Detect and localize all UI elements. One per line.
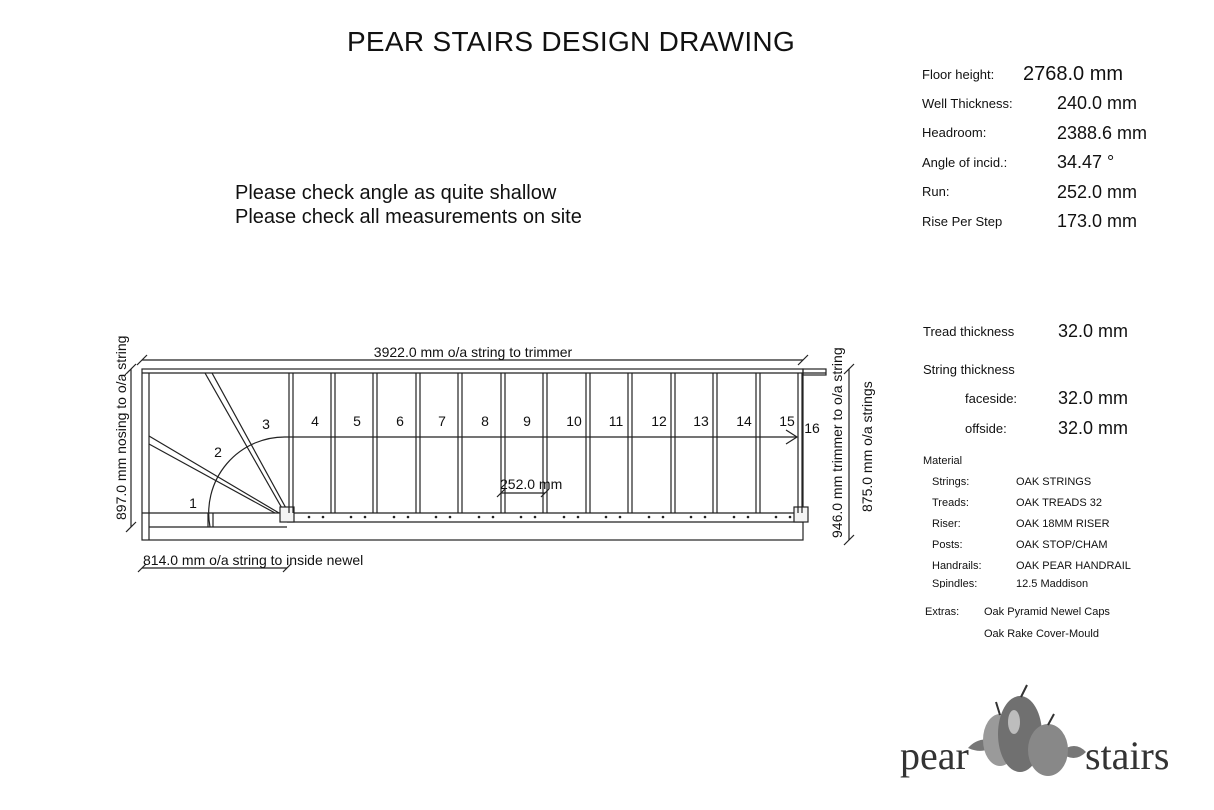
left-dimension-label: 897.0 mm nosing to o/a string	[113, 335, 129, 520]
material-label-treads: Treads:	[932, 497, 969, 509]
spindle-dot	[605, 516, 608, 519]
step-number-10: 10	[566, 413, 582, 429]
step-number-8: 8	[481, 413, 489, 429]
right-dimension-label-1: 946.0 mm trimmer to o/a string	[829, 347, 845, 538]
top-newel	[794, 507, 808, 522]
spec-value-floor-height: 2768.0 mm	[1023, 63, 1124, 85]
material-label-posts: Posts:	[932, 539, 963, 551]
spindle-dot	[520, 516, 523, 519]
material-value-posts: OAK STOP/CHAM	[1016, 539, 1108, 551]
step-number-4: 4	[311, 413, 319, 429]
spec-label-floor-height: Floor height:	[922, 67, 995, 82]
spindle-dot	[577, 516, 580, 519]
faceside-value: 32.0 mm	[1058, 388, 1129, 408]
spec-label-well-thickness: Well Thickness:	[922, 96, 1013, 111]
tread-thickness-value: 32.0 mm	[1058, 321, 1129, 341]
note-measurements: Please check all measurements on site	[235, 206, 582, 228]
material-label-riser: Riser:	[932, 518, 961, 530]
step-number-16: 16	[804, 420, 820, 436]
note-angle: Please check angle as quite shallow	[235, 182, 557, 204]
top-dimension-label: 3922.0 mm o/a string to trimmer	[373, 344, 573, 360]
spindle-dot	[350, 516, 353, 519]
spec-value-angle: 34.47 °	[1057, 152, 1115, 172]
material-label-strings: Strings:	[932, 476, 970, 488]
bottom-dimension-label: 814.0 mm o/a string to inside newel	[143, 552, 364, 568]
right-dimension-label-2: 875.0 mm o/a strings	[859, 381, 875, 512]
offside-value: 32.0 mm	[1058, 418, 1129, 438]
logo-word-pear: pear	[900, 733, 969, 778]
material-label-handrails: Handrails:	[932, 560, 982, 572]
material-value-riser: OAK 18MM RISER	[1016, 518, 1110, 530]
spec-label-headroom: Headroom:	[922, 125, 987, 140]
material-heading: Material	[923, 455, 963, 467]
spindle-dot	[690, 516, 693, 519]
logo-word-stairs: stairs	[1085, 733, 1170, 778]
spindle-dot	[407, 516, 410, 519]
bottom-newel	[280, 507, 294, 522]
material-value-strings: OAK STRINGS	[1016, 476, 1092, 488]
spindle-dot	[563, 516, 566, 519]
offside-label: offside:	[965, 421, 1007, 436]
spindle-dot	[704, 516, 707, 519]
spindle-dot	[662, 516, 665, 519]
step-number-3: 3	[262, 416, 270, 432]
tread-thickness-label: Tread thickness	[923, 324, 1015, 339]
step-number-2: 2	[214, 444, 222, 460]
pear-stem-icon	[1048, 714, 1054, 725]
spec-value-well-thickness: 240.0 mm	[1057, 93, 1138, 113]
step-number-15: 15	[779, 413, 795, 429]
spindle-dot	[775, 516, 778, 519]
pear-stem-icon	[1021, 685, 1027, 697]
extras-item-cover-mould: Oak Rake Cover-Mould	[984, 628, 1099, 640]
material-value-handrails: OAK PEAR HANDRAIL	[1016, 560, 1131, 572]
material-label-spindles: Spindles:	[932, 578, 978, 588]
step-number-13: 13	[693, 413, 709, 429]
spindle-dot	[478, 516, 481, 519]
spindle-dot	[393, 516, 396, 519]
step-number-12: 12	[651, 413, 667, 429]
spec-value-run: 252.0 mm	[1057, 182, 1138, 202]
pear-stem-icon	[996, 702, 1000, 715]
spindle-dots	[308, 516, 792, 519]
spec-value-headroom: 2388.6 mm	[1057, 123, 1148, 143]
spindle-dot	[789, 516, 792, 519]
faceside-label: faceside:	[965, 391, 1018, 406]
string-thickness-label: String thickness	[923, 362, 1015, 377]
pear-right-icon	[1028, 724, 1068, 776]
step-number-5: 5	[353, 413, 361, 429]
stair-outline	[142, 369, 803, 540]
step-number-11: 11	[608, 413, 624, 429]
extras-item-newel-caps: Oak Pyramid Newel Caps	[984, 606, 1110, 618]
spindle-dot	[747, 516, 750, 519]
spec-label-run: Run:	[922, 184, 950, 199]
spindle-dot	[449, 516, 452, 519]
step-number-1: 1	[189, 495, 197, 511]
material-value-treads: OAK TREADS 32	[1016, 497, 1102, 509]
winder-line-2a	[205, 373, 283, 510]
spec-value-rise: 173.0 mm	[1057, 211, 1138, 231]
spindle-dot	[492, 516, 495, 519]
step-number-14: 14	[736, 413, 752, 429]
spindle-dot	[534, 516, 537, 519]
winder-line-2b	[212, 373, 287, 510]
spindle-dot	[648, 516, 651, 519]
spec-label-angle: Angle of incid.:	[922, 155, 1008, 170]
step-number-9: 9	[523, 413, 531, 429]
step-number-7: 7	[438, 413, 446, 429]
trimmer-end	[803, 369, 826, 375]
spindle-dot	[364, 516, 367, 519]
material-value-spindles: 12.5 Maddison	[1016, 578, 1089, 588]
extras-label: Extras:	[925, 606, 960, 618]
step-number-6: 6	[396, 413, 404, 429]
run-dimension-label: 252.0 mm	[500, 476, 563, 492]
drawing-title: PEAR STAIRS DESIGN DRAWING	[346, 26, 796, 57]
pear-logo-icon	[968, 685, 1086, 776]
spindle-dot	[308, 516, 311, 519]
spindle-dot	[619, 516, 622, 519]
spindle-dot	[733, 516, 736, 519]
spindle-dot	[322, 516, 325, 519]
spec-label-rise: Rise Per Step	[922, 214, 1003, 229]
spindle-dot	[435, 516, 438, 519]
pear-highlight-icon	[1008, 710, 1020, 734]
